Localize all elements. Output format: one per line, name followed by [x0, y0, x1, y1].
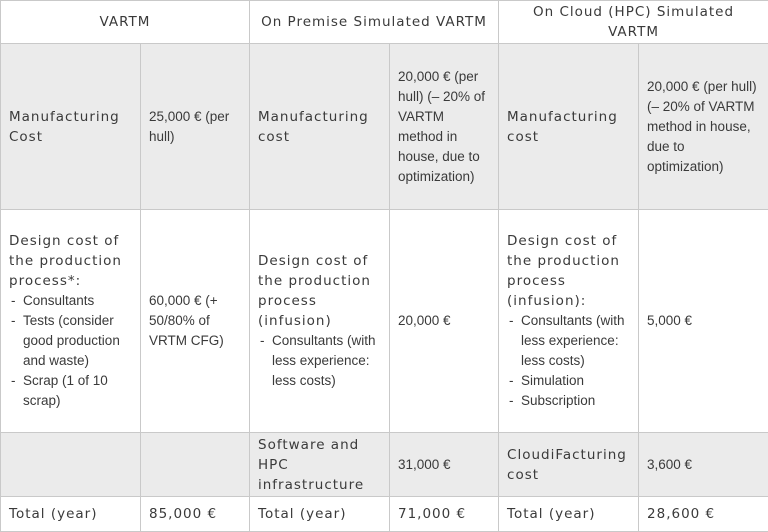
header-vartm: VARTM [1, 1, 250, 44]
cloud-design-value: 5,000 € [639, 210, 768, 433]
design-row [1, 210, 768, 433]
list-item: - Simulation [507, 371, 630, 391]
premise-design-label: Design cost of the production process (infusion) [258, 251, 381, 331]
cloud-design-label: Design cost of the production process (infusion): [507, 231, 630, 311]
vartm-design-list [9, 291, 132, 411]
vartm-design-label: Design cost of the production process*: [9, 231, 132, 291]
list-item: - Consultants (with less experience: less costs) [507, 311, 630, 371]
cloud-infra-label: CloudiFacturing cost [499, 433, 639, 497]
header-on-premise: On Premise Simulated VARTM [250, 1, 499, 44]
manufacturing-row [1, 44, 768, 210]
cloud-manufacturing-label: Manufacturing cost [499, 44, 639, 210]
header-on-cloud: On Cloud (HPC) Simulated VARTM [499, 1, 768, 44]
cloud-manufacturing-value: 20,000 € (per hull) (– 20% of VARTM method in house, due to optimization) [639, 44, 768, 210]
infrastructure-row [1, 433, 768, 497]
total-row [1, 497, 768, 532]
premise-infra-label: Software and HPC infrastructure [250, 433, 390, 497]
premise-manufacturing-label: Manufacturing cost [250, 44, 390, 210]
list-item: - Tests (consider good production and waste) [9, 311, 132, 371]
list-item: - Subscription [507, 391, 630, 411]
empty-cell [1, 433, 141, 497]
vartm-design-cell [1, 210, 141, 433]
header-row [1, 1, 768, 44]
premise-infra-value: 31,000 € [390, 433, 499, 497]
vartm-manufacturing-label: Manufacturing Cost [1, 44, 141, 210]
cloud-design-cell [499, 210, 639, 433]
vartm-design-value: 60,000 € (+ 50/80% of VRTM CFG) [141, 210, 250, 433]
premise-design-cell [250, 210, 390, 433]
list-item: - Consultants [9, 291, 132, 311]
vartm-manufacturing-value: 25,000 € (per hull) [141, 44, 250, 210]
cloud-design-list [507, 311, 630, 411]
list-item: - Scrap (1 of 10 scrap) [9, 371, 132, 411]
cloud-total-label: Total (year) [499, 497, 639, 532]
cloud-total-value: 28,600 € [639, 497, 768, 532]
empty-cell [141, 433, 250, 497]
premise-manufacturing-value: 20,000 € (per hull) (– 20% of VARTM method in house, due to optimization) [390, 44, 499, 210]
premise-total-value: 71,000 € [390, 497, 499, 532]
vartm-total-value: 85,000 € [141, 497, 250, 532]
premise-design-value: 20,000 € [390, 210, 499, 433]
vartm-total-label: Total (year) [1, 497, 141, 532]
premise-total-label: Total (year) [250, 497, 390, 532]
premise-design-list [258, 331, 381, 391]
cloud-infra-value: 3,600 € [639, 433, 768, 497]
list-item: - Consultants (with less experience: less costs) [258, 331, 381, 391]
